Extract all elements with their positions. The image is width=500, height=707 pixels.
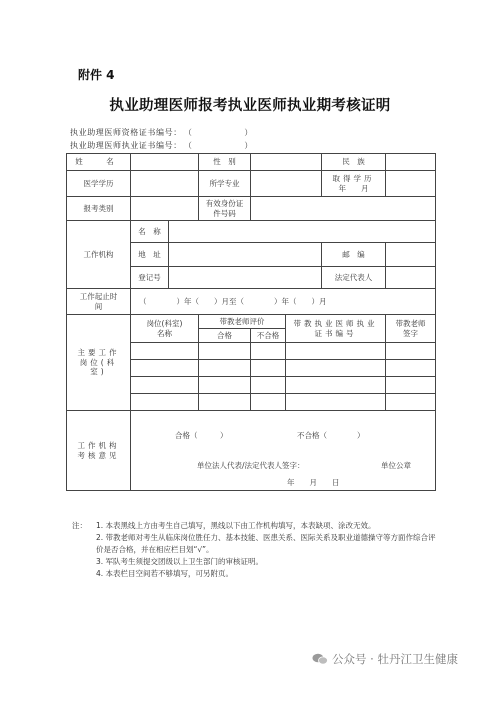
teacher-sign-cell[interactable] <box>386 394 436 411</box>
unit-seal-label: 单位公章 <box>381 461 411 470</box>
post-name-cell[interactable] <box>131 343 199 360</box>
post-name-cell[interactable] <box>131 377 199 394</box>
practice-cert-line <box>70 140 253 151</box>
teacher-sign-header: 带教老师签字 <box>386 315 436 343</box>
watermark-text: 公众号 · 牡丹江卫生健康 <box>332 652 458 666</box>
watermark <box>312 651 458 667</box>
open-paren: （ <box>187 128 193 137</box>
postcode-field[interactable] <box>386 243 436 267</box>
note-item: 1. 本表黑线上方由考生自己填写，黑线以下由工作机构填写，本表缺项、涂改无效。 <box>96 521 376 530</box>
form-row-unit-name <box>67 221 436 243</box>
main-post-label: 主要工作岗位(科室) <box>67 315 131 411</box>
pass-cell[interactable] <box>199 343 251 360</box>
pass-cell[interactable] <box>199 377 251 394</box>
gender-field[interactable] <box>251 154 322 171</box>
form-row-personal <box>67 154 436 171</box>
address-field[interactable] <box>169 243 322 267</box>
teacher-eval-header: 带教老师评价 <box>199 315 286 329</box>
exam-category-label: 报考类别 <box>67 197 131 221</box>
pass-cell[interactable] <box>199 394 251 411</box>
notes-list <box>96 520 441 580</box>
year-month-label: 年 月 <box>338 183 369 193</box>
address-label: 地 址 <box>131 243 169 267</box>
opinion-field[interactable] <box>131 411 436 491</box>
name-label: 姓 名 <box>67 154 131 171</box>
post-name-cell[interactable] <box>131 360 199 377</box>
unit-name-label: 名 称 <box>131 221 169 243</box>
id-number-label: 有效身份证件号码 <box>199 197 251 221</box>
note-item: 3. 军队考生须提交团级以上卫生部门的审核证明。 <box>96 557 264 566</box>
obtain-edu-field[interactable] <box>386 171 436 197</box>
qualification-cert-label: 执业助理医师资格证书编号： <box>70 128 182 137</box>
education-label: 医学学历 <box>67 171 131 197</box>
wechat-icon <box>312 653 328 665</box>
unit-name-field[interactable] <box>169 221 436 243</box>
teacher-cert-cell[interactable] <box>286 360 386 377</box>
form-row-post-header <box>67 315 436 329</box>
pass-header: 合格 <box>199 329 251 343</box>
fail-option[interactable]: 不合格（ ） <box>297 431 365 440</box>
pass-cell[interactable] <box>199 360 251 377</box>
form-row-opinion <box>67 411 436 491</box>
obtain-edu-label: 取得学历 <box>332 174 375 184</box>
teacher-cert-cell[interactable] <box>286 394 386 411</box>
exam-category-field[interactable] <box>131 197 199 221</box>
education-field[interactable] <box>131 171 199 197</box>
major-label: 所学专业 <box>199 171 251 197</box>
form-row-education <box>67 171 436 197</box>
post-name-cell[interactable] <box>131 394 199 411</box>
note-item: 4. 本表栏目空间若不够填写，可另附页。 <box>96 569 234 578</box>
fail-cell[interactable] <box>251 377 286 394</box>
fail-cell[interactable] <box>251 343 286 360</box>
date-label: 年 月 日 <box>287 478 340 487</box>
practice-cert-label: 执业助理医师执业证书编号： <box>70 141 182 150</box>
note-item: 2. 带教老师对考生从临床岗位胜任力、基本技能、医患关系、医际关系及职业道德操守等方面作综合评价是否合格，并在相应栏目划“√”。 <box>96 533 436 554</box>
work-period-field[interactable]: （ ）年（ ）月至（ ）年（ ）月 <box>131 289 436 315</box>
form-row-exam <box>67 197 436 221</box>
major-field[interactable] <box>251 171 322 197</box>
teacher-sign-cell[interactable] <box>386 343 436 360</box>
teacher-cert-header: 带教执业医师执业证书编号 <box>286 315 386 343</box>
open-paren: （ <box>187 141 193 150</box>
fail-header: 不合格 <box>251 329 286 343</box>
gender-label: 性 别 <box>199 154 251 171</box>
ethnicity-label: 民 族 <box>322 154 386 171</box>
qualification-cert-line <box>70 127 253 138</box>
teacher-sign-cell[interactable] <box>386 360 436 377</box>
post-name-header: 岗位(科室)名称 <box>131 315 199 343</box>
ethnicity-field[interactable] <box>386 154 436 171</box>
document-title: 执业助理医师报考执业医师执业期考核证明 <box>109 98 391 114</box>
close-paren: ） <box>244 128 254 137</box>
annex-label: 附件 4 <box>78 68 115 82</box>
opinion-label: 工作机构考核意见 <box>67 411 131 491</box>
close-paren: ） <box>244 141 254 150</box>
legal-rep-label: 法定代表人 <box>322 267 386 289</box>
pass-option[interactable]: 合格（ ） <box>175 431 228 440</box>
teacher-cert-cell[interactable] <box>286 343 386 360</box>
fail-cell[interactable] <box>251 360 286 377</box>
legal-rep-field[interactable] <box>386 267 436 289</box>
postcode-label: 邮 编 <box>322 243 386 267</box>
form-row-period <box>67 289 436 315</box>
teacher-cert-cell[interactable] <box>286 377 386 394</box>
reg-no-field[interactable] <box>169 267 322 289</box>
work-unit-label: 工作机构 <box>67 221 131 289</box>
assessment-form <box>66 153 436 491</box>
signature-label: 单位法人代表/法定代表人签字： <box>197 461 305 470</box>
reg-no-label: 登记号 <box>131 267 169 289</box>
notes-label: 注： <box>72 521 87 530</box>
fail-cell[interactable] <box>251 394 286 411</box>
name-field[interactable] <box>131 154 199 171</box>
obtain-edu-cell <box>322 171 386 197</box>
id-number-field[interactable] <box>251 197 436 221</box>
work-period-label: 工作起止时 间 <box>67 289 131 315</box>
teacher-sign-cell[interactable] <box>386 377 436 394</box>
